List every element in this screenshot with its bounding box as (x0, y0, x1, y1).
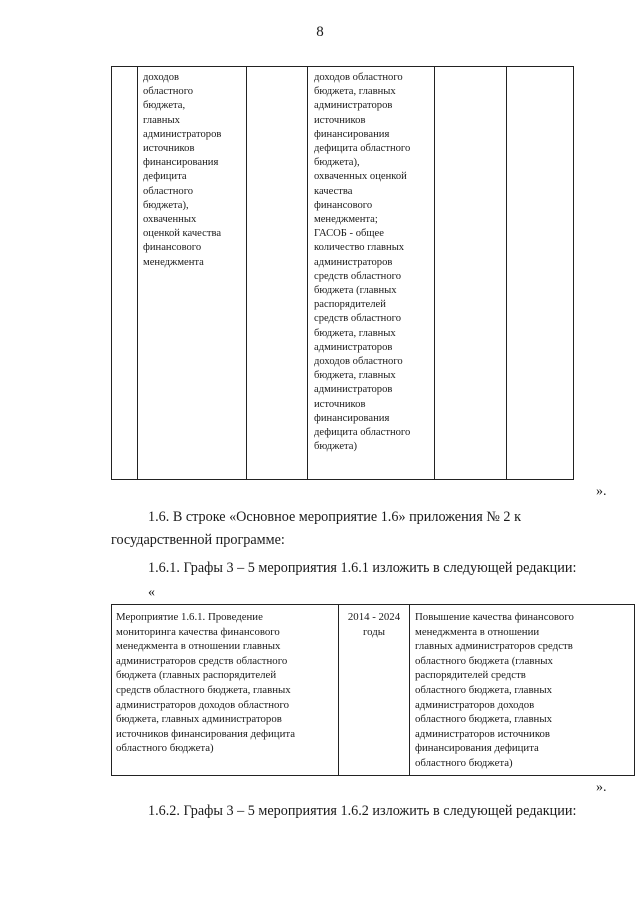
table-border-top (111, 604, 635, 605)
table-col-line (307, 66, 308, 480)
continuation-table (111, 66, 574, 480)
opening-quote: « (148, 585, 155, 600)
table-border-bottom (111, 775, 635, 776)
paragraph-1-6-line1: 1.6. В строке «Основное мероприятие 1.6» приложения № 2 к (148, 509, 521, 525)
table-col-line (506, 66, 507, 480)
table-col-line (338, 604, 339, 776)
table-border-top (111, 66, 574, 67)
paragraph-1-6-2: 1.6.2. Графы 3 – 5 мероприятия 1.6.2 изложить в следующей редакции: (148, 803, 577, 819)
table-col-line (246, 66, 247, 480)
table-cell-period: 2014 - 2024 годы (347, 611, 401, 638)
table-cell-result: Повышение качества финансового менеджмента в отношении главных администраторов средств областного бюджета (главных распорядителей средств областного бюджета, главных администраторов доходов областного бюджета, главных администраторов источников финансирования дефицита областного бюджета) (415, 611, 574, 769)
table-col-line (634, 604, 635, 776)
table-cell-formula-description: доходов областного бюджета, главных администраторов источников финансирования дефицита областного бюджета), охваченных оценкой качества финансового менеджмента; ГАСОБ - общее количество главных администраторов средств областного бюджета (главных распорядителей средств областного бюджета, главных администраторов доходов областного бюджета, главных администраторов источников финансирования дефицита областного бюджета) (314, 72, 411, 453)
table-col-line (137, 66, 138, 480)
table-col-line (434, 66, 435, 480)
measure-table (111, 604, 635, 776)
table-col-line (573, 66, 574, 480)
paragraph-1-6-1: 1.6.1. Графы 3 – 5 мероприятия 1.6.1 изложить в следующей редакции: (148, 560, 577, 576)
table-border-bottom (111, 479, 574, 480)
table-col-line (111, 604, 112, 776)
table-col-line (409, 604, 410, 776)
page-number: 8 (316, 24, 324, 40)
closing-quote: ». (596, 780, 607, 795)
table-cell-measure: Мероприятие 1.6.1. Проведение мониторинга качества финансового менеджмента в отношении главных администраторов средств областного бюджета (главных распорядителей средств областного бюджета, главных администраторов доходов областного бюджета, главных администраторов источников финансирования дефицита областного бюджета) (116, 611, 295, 755)
closing-quote: ». (596, 484, 607, 499)
paragraph-1-6-line2: государственной программе: (111, 532, 285, 548)
table-cell-indicator-description: доходов областного бюджета, главных администраторов источников финансирования дефицита областного бюджета), охваченных оценкой качества финансового менеджмента (143, 72, 222, 268)
table-col-line (111, 66, 112, 480)
